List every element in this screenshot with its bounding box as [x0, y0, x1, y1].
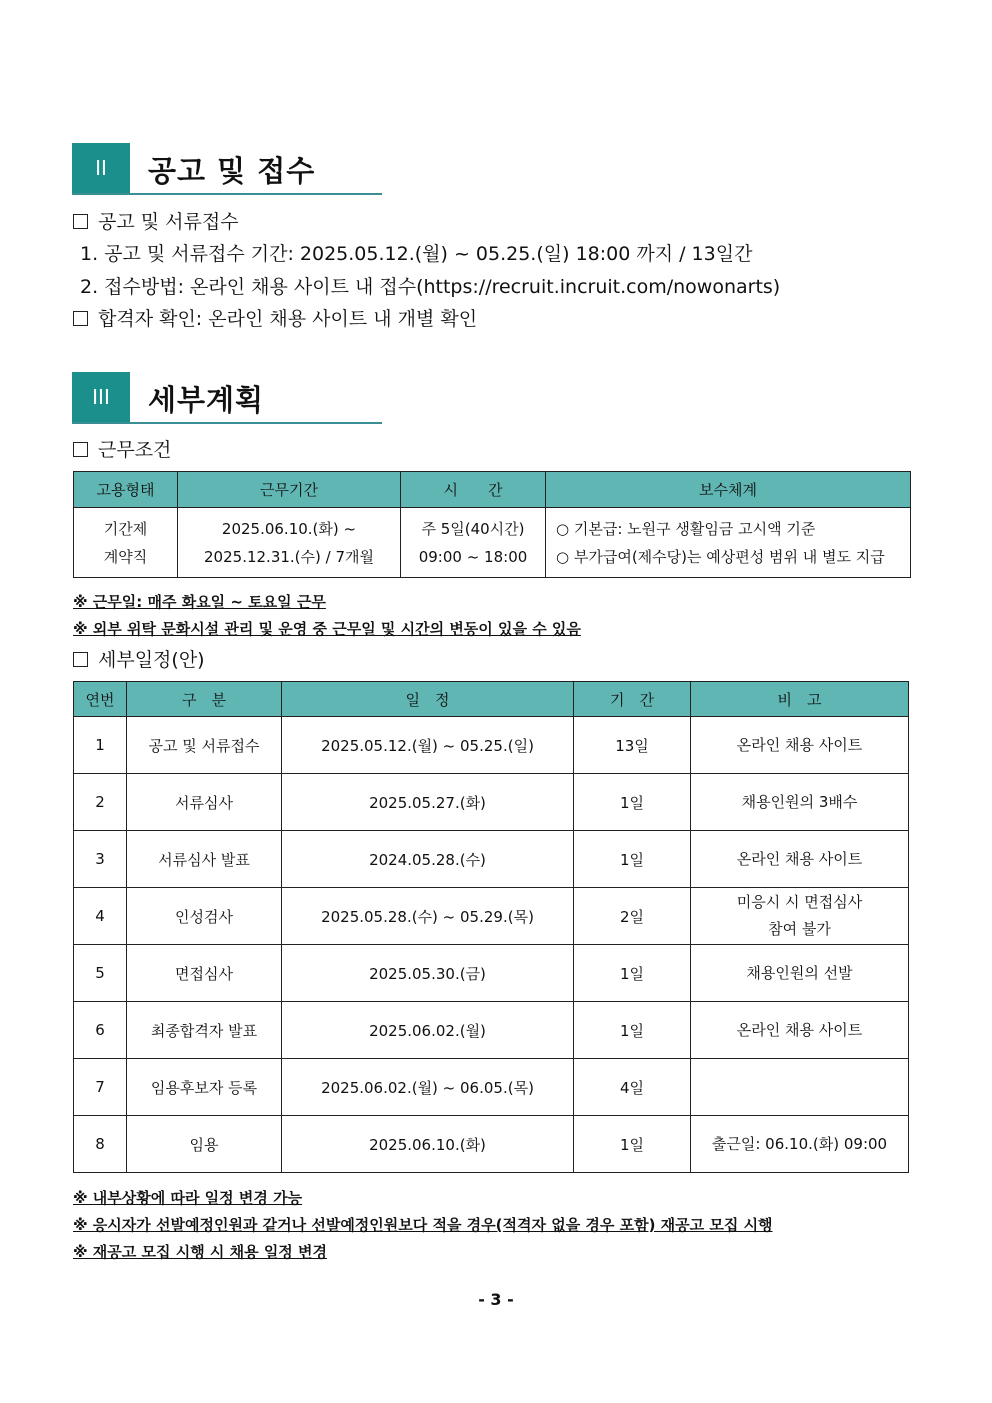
- section-2-title: 공고 및 접수: [148, 154, 316, 188]
- cell-date: 2025.05.28.(수) ~ 05.29.(목): [282, 888, 574, 945]
- cell-date: 2025.06.02.(월) ~ 06.05.(목): [282, 1059, 574, 1116]
- cell-duration: 1일: [574, 831, 691, 888]
- schedule-table: [73, 681, 909, 1173]
- cell-category: 서류심사: [127, 774, 282, 831]
- cell-date: 2025.05.27.(화): [282, 774, 574, 831]
- cell-remarks: 온라인 채용 사이트: [691, 1002, 909, 1059]
- header-employment-type: 고용형태: [74, 472, 178, 508]
- cell-date: 2024.05.28.(수): [282, 831, 574, 888]
- cell-remarks: [691, 1059, 909, 1116]
- header-no: 연번: [74, 682, 127, 717]
- header-category: 구 분: [127, 682, 282, 717]
- work-note-days: ※ 근무일: 매주 화요일 ~ 토요일 근무: [73, 593, 326, 611]
- cell-no: 5: [74, 945, 127, 1002]
- header-date: 일 정: [282, 682, 574, 717]
- cell-hours: 주 5일(40시간) 09:00 ~ 18:00: [401, 508, 546, 578]
- cell-date: 2025.05.12.(월) ~ 05.25.(일): [282, 717, 574, 774]
- cell-category: 공고 및 서류접수: [127, 717, 282, 774]
- cell-duration: 1일: [574, 774, 691, 831]
- cell-date: 2025.05.30.(금): [282, 945, 574, 1002]
- cell-no: 1: [74, 717, 127, 774]
- cell-duration: 2일: [574, 888, 691, 945]
- page-number: - 3 -: [478, 1290, 514, 1309]
- cell-duration: 1일: [574, 945, 691, 1002]
- cell-duration: 13일: [574, 717, 691, 774]
- table-row: [74, 774, 909, 831]
- table-row: [74, 831, 909, 888]
- work-table-header-row: [74, 472, 911, 508]
- header-remarks: 비 고: [691, 682, 909, 717]
- cell-no: 3: [74, 831, 127, 888]
- cell-category: 서류심사 발표: [127, 831, 282, 888]
- schedule-label: 세부일정(안): [73, 645, 205, 672]
- cell-remarks: 온라인 채용 사이트: [691, 717, 909, 774]
- schedule-note-1: ※ 내부상황에 따라 일정 변경 가능: [73, 1189, 303, 1207]
- work-conditions-label: 근무조건: [73, 435, 171, 462]
- item-notice-period: 1. 공고 및 서류접수 기간: 2025.05.12.(월) ~ 05.25.(일) 18:00 까지 / 13일간: [80, 243, 753, 265]
- cell-category: 면접심사: [127, 945, 282, 1002]
- header-duration: 기 간: [574, 682, 691, 717]
- cell-date: 2025.06.10.(화): [282, 1116, 574, 1173]
- cell-duration: 1일: [574, 1116, 691, 1173]
- work-note-change: ※ 외부 위탁 문화시설 관리 및 운영 중 근무일 및 시간의 변동이 있을 수 있음: [73, 620, 581, 638]
- cell-date: 2025.06.02.(월): [282, 1002, 574, 1059]
- cell-remarks: 채용인원의 3배수: [691, 774, 909, 831]
- work-table-row: [74, 508, 911, 578]
- section-2-number: II: [72, 143, 130, 193]
- cell-no: 8: [74, 1116, 127, 1173]
- cell-remarks: 온라인 채용 사이트: [691, 831, 909, 888]
- cell-pay: ○ 기본급: 노원구 생활임금 고시액 기준 ○ 부가급여(제수당)는 예상편성 범위 내 별도 지급: [546, 508, 911, 578]
- checkbox-square-icon: [73, 442, 88, 457]
- table-row: [74, 1116, 909, 1173]
- item-notice-receipt: 공고 및 서류접수: [73, 207, 239, 234]
- header-pay: 보수체계: [546, 472, 911, 508]
- table-row: [74, 888, 909, 945]
- work-conditions-table: [73, 471, 911, 578]
- item-receipt-method: 2. 접수방법: 온라인 채용 사이트 내 접수(https://recruit.incruit.com/nowonarts): [80, 276, 781, 298]
- section-3-number: III: [72, 372, 130, 422]
- table-row: [74, 1002, 909, 1059]
- cell-no: 7: [74, 1059, 127, 1116]
- section-3-header: [72, 372, 382, 424]
- item-result-check: 합격자 확인: 온라인 채용 사이트 내 개별 확인: [73, 304, 477, 331]
- cell-duration: 4일: [574, 1059, 691, 1116]
- cell-remarks: 출근일: 06.10.(화) 09:00: [691, 1116, 909, 1173]
- header-hours: 시 간: [401, 472, 546, 508]
- schedule-table-header-row: [74, 682, 909, 717]
- table-row: [74, 945, 909, 1002]
- checkbox-square-icon: [73, 311, 88, 326]
- cell-no: 2: [74, 774, 127, 831]
- section-3-title: 세부계획: [148, 383, 265, 417]
- cell-remarks: 채용인원의 선발: [691, 945, 909, 1002]
- cell-category: 임용: [127, 1116, 282, 1173]
- checkbox-square-icon: [73, 652, 88, 667]
- table-row: [74, 717, 909, 774]
- cell-remarks: 미응시 시 면접심사 참여 불가: [691, 888, 909, 945]
- cell-duration: 1일: [574, 1002, 691, 1059]
- header-work-period: 근무기간: [178, 472, 401, 508]
- cell-category: 최종합격자 발표: [127, 1002, 282, 1059]
- schedule-note-3: ※ 재공고 모집 시행 시 채용 일정 변경: [73, 1243, 327, 1261]
- section-2-header: [72, 143, 382, 195]
- table-row: [74, 1059, 909, 1116]
- cell-no: 6: [74, 1002, 127, 1059]
- cell-no: 4: [74, 888, 127, 945]
- schedule-note-2: ※ 응시자가 선발예정인원과 같거나 선발예정인원보다 적을 경우(적격자 없을 경우 포함) 재공고 모집 시행: [73, 1216, 773, 1234]
- cell-category: 임용후보자 등록: [127, 1059, 282, 1116]
- checkbox-square-icon: [73, 214, 88, 229]
- cell-work-period: 2025.06.10.(화) ~ 2025.12.31.(수) / 7개월: [178, 508, 401, 578]
- cell-category: 인성검사: [127, 888, 282, 945]
- cell-employment-type: 기간제 계약직: [74, 508, 178, 578]
